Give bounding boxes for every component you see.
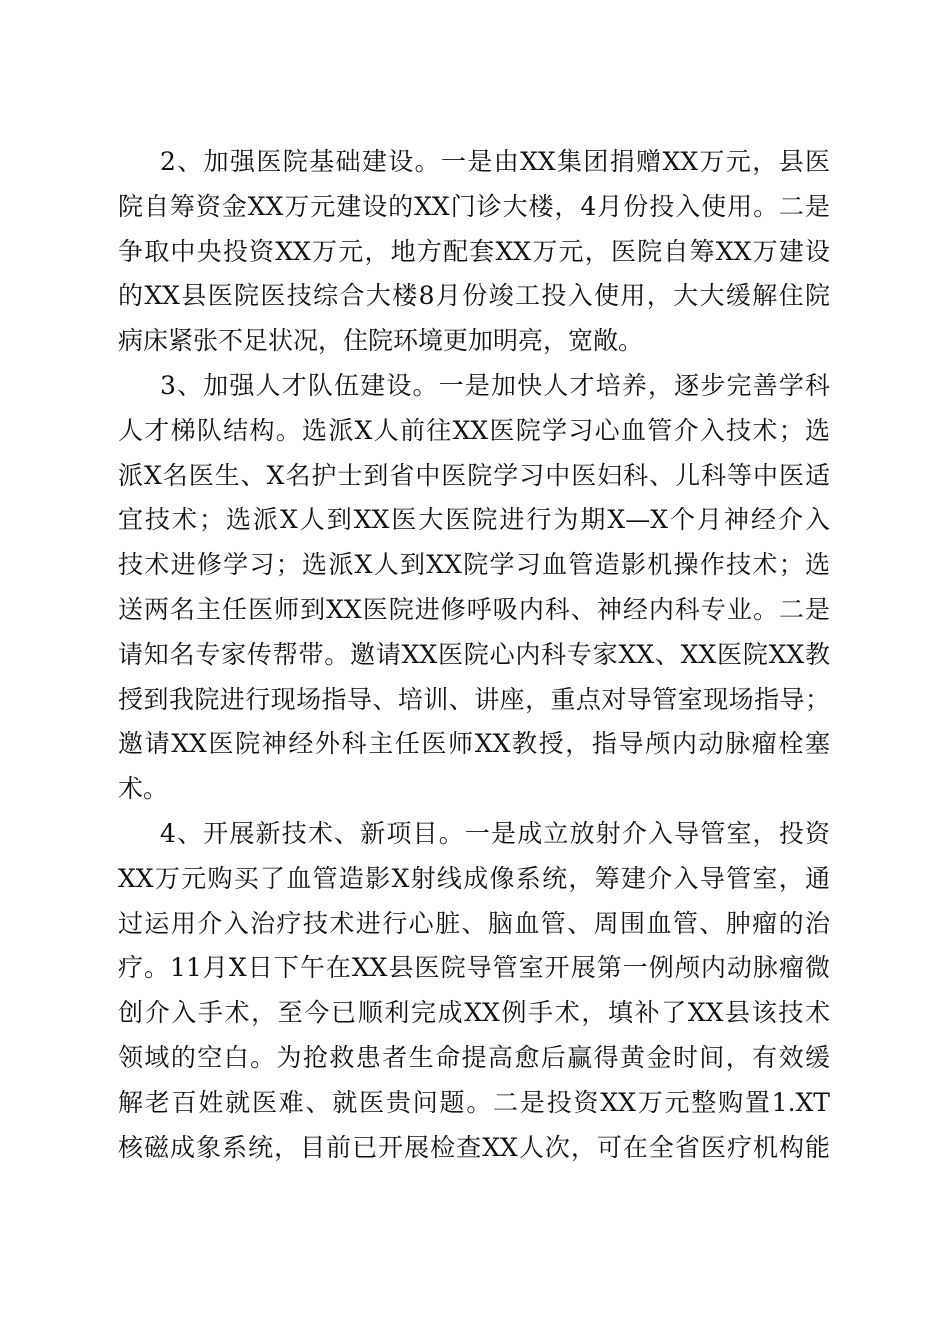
text-line: 解老百姓就医难、就医贵问题。二是投资XX万元整购置1.XT	[118, 1087, 830, 1117]
paragraph-talent-team	[118, 364, 830, 812]
text-line: 2、加强医院基础建设。一是由XX集团捐赠XX万元，县医	[160, 147, 830, 176]
text-line: 争取中央投资XX万元，地方配套XX万元，医院自筹XX万建设	[118, 236, 830, 266]
text-line: 术。	[118, 774, 169, 804]
text-line: XX万元购买了血管造影X射线成像系统，筹建介入导管室，通	[118, 863, 830, 893]
text-line: 病床紧张不足状况，住院环境更加明亮，宽敞。	[118, 326, 644, 356]
text-line: 疗。11月X日下午在XX县医院导管室开展第一例颅内动脉瘤微	[118, 953, 830, 983]
text-line: 授到我院进行现场指导、培训、讲座，重点对导管室现场指导；	[118, 684, 830, 714]
text-line: 过运用介入治疗技术进行心脏、脑血管、周围血管、肿瘤的治	[118, 908, 830, 938]
text-line: 人才梯队结构。选派X人前往XX医院学习心血管介入技术；选	[118, 415, 830, 445]
text-line: 创介入手术，至今已顺利完成XX例手术，填补了XX县该技术	[118, 998, 830, 1028]
document-body	[118, 140, 830, 1170]
text-line: 核磁成象系统，目前已开展检查XX人次，可在全省医疗机构能	[118, 1132, 830, 1162]
text-line: 3、加强人才队伍建设。一是加快人才培养，逐步完善学科	[160, 370, 830, 400]
text-line: 院自筹资金XX万元建设的XX门诊大楼，4月份投入使用。二是	[118, 191, 830, 221]
text-line: 领域的空白。为抢救患者生命提高愈后赢得黄金时间，有效缓	[118, 1042, 830, 1072]
paragraph-hospital-infrastructure	[118, 140, 830, 364]
text-line: 技术进修学习；选派X人到XX院学习血管造影机操作技术；选	[118, 550, 830, 580]
text-line: 4、开展新技术、新项目。一是成立放射介入导管室，投资	[160, 818, 830, 848]
paragraph-new-technology	[118, 812, 830, 1170]
text-line: 的XX县医院医技综合大楼8月份竣工投入使用，大大缓解住院	[118, 281, 830, 311]
text-line: 宜技术；选派X人到XX医大医院进行为期X—X个月神经介入	[118, 505, 830, 535]
text-line: 派X名医生、X名护士到省中医院学习中医妇科、儿科等中医适	[118, 460, 830, 490]
text-line: 请知名专家传帮带。邀请XX医院心内科专家XX、XX医院XX教	[118, 639, 830, 669]
text-line: 送两名主任医师到XX医院进修呼吸内科、神经内科专业。二是	[118, 594, 830, 624]
text-line: 邀请XX医院神经外科主任医师XX教授，指导颅内动脉瘤栓塞	[118, 729, 830, 759]
